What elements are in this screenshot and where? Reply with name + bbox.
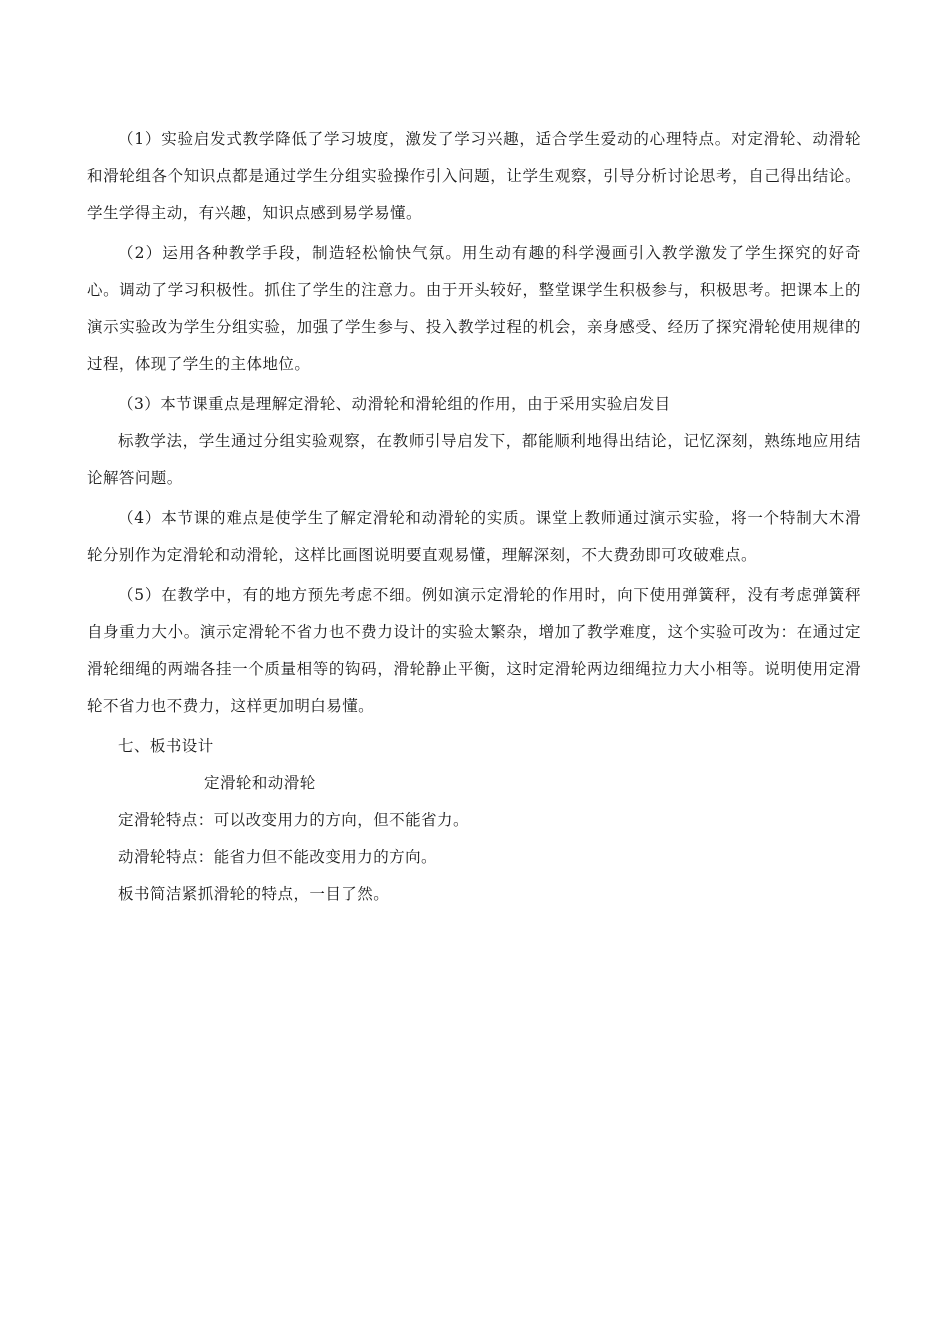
movable-pulley-feature: 动滑轮特点：能省力但不能改变用力的方向。 [118,848,438,866]
paragraph-point-4: （4）本节课的难点是使学生了解定滑轮和动滑轮的实质。课堂上教师通过演示实验，将一个特制大木滑轮分别作为定滑轮和动滑轮，这样比画图说明要直观易懂，理解深刻，不大费劲即可攻破难点。 [87,509,861,564]
paragraph-point-2: （2）运用各种教学手段，制造轻松愉快气氛。用生动有趣的科学漫画引入教学激发了学生探究的好奇心。调动了学习积极性。抓住了学生的注意力。由于开头较好，整堂课学生积极参与，积极思考。把课本上的演示实验改为学生分组实验，加强了学生参与、投入教学过程的机会，亲身感受、经历了探究滑轮使用规律的过程，体现了学生的主体地位。 [87,244,861,373]
paragraph-point-5: （5）在教学中，有的地方预先考虑不细。例如演示定滑轮的作用时，向下使用弹簧秤，没有考虑弹簧秤自身重力大小。演示定滑轮不省力也不费力设计的实验太繁杂，增加了教学难度，这个实验可改为：在通过定滑轮细绳的两端各挂一个质量相等的钩码，滑轮静止平衡，这时定滑轮两边细绳拉力大小相等。说明使用定滑轮不省力也不费力，这样更加明白易懂。 [87,586,861,715]
board-summary: 板书简洁紧抓滑轮的特点，一目了然。 [118,885,390,903]
paragraph-point-3-line-1: （3）本节课重点是理解定滑轮、动滑轮和滑轮组的作用，由于采用实验启发目 [118,395,671,413]
document-body [87,121,861,913]
section-heading: 七、板书设计 [118,737,214,755]
fixed-pulley-feature: 定滑轮特点：可以改变用力的方向，但不能省力。 [118,811,469,829]
paragraph-point-3-continued: 标教学法，学生通过分组实验观察，在教师引导启发下，都能顺利地得出结论，记忆深刻，熟练地应用结论解答问题。 [87,432,861,487]
board-title: 定滑轮和动滑轮 [204,774,316,792]
paragraph-point-1: （1）实验启发式教学降低了学习坡度，激发了学习兴趣，适合学生爱动的心理特点。对定滑轮、动滑轮和滑轮组各个知识点都是通过学生分组实验操作引入问题，让学生观察，引导分析讨论思考，自己得出结论。学生学得主动，有兴趣，知识点感到易学易懂。 [87,130,861,222]
